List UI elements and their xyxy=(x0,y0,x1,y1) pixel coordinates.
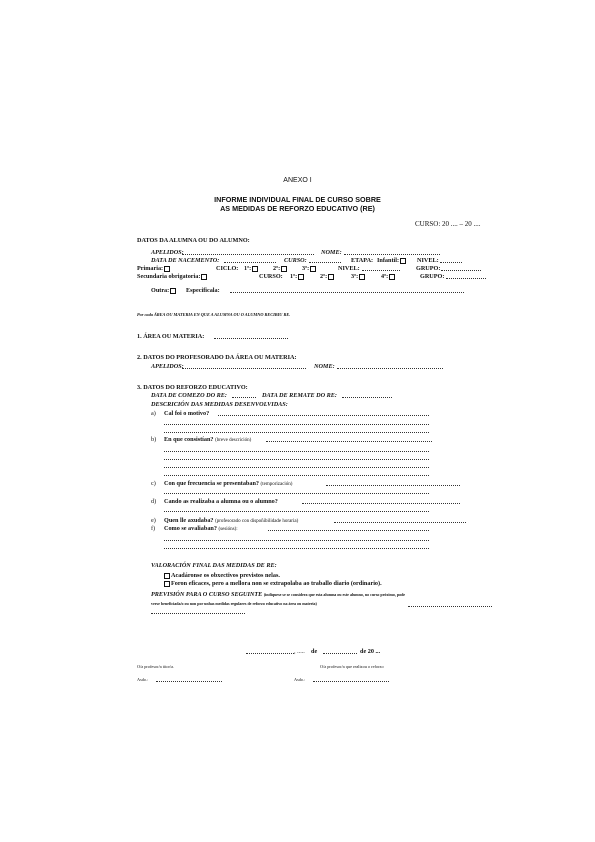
valuation-option-2-checkbox[interactable] xyxy=(164,581,170,587)
level-field[interactable] xyxy=(440,262,462,263)
surnames-field[interactable] xyxy=(182,254,314,255)
section-1-area-label: 1. ÁREA OU MATERIA: xyxy=(137,333,205,340)
secondary-group-label: GRUPO: xyxy=(420,273,445,280)
cycle-3-option[interactable] xyxy=(302,265,317,272)
specify-field[interactable] xyxy=(230,292,464,293)
start-date-field[interactable] xyxy=(232,397,256,398)
answer-b-line1[interactable] xyxy=(266,441,432,442)
date-de-1: de xyxy=(311,648,318,655)
question-d-letter: d) xyxy=(151,498,157,505)
secondary-4-label: 4º: xyxy=(381,273,389,280)
answer-c-line1[interactable] xyxy=(326,485,460,486)
secondary-3-checkbox[interactable] xyxy=(359,274,365,280)
answer-b-line3[interactable] xyxy=(164,459,429,460)
cycle-1-label: 1º: xyxy=(244,265,252,272)
teacher-name-label: NOME: xyxy=(314,363,335,370)
other-option[interactable] xyxy=(151,287,177,294)
forecast-field-1[interactable] xyxy=(408,606,492,607)
name-label: NOME: xyxy=(321,249,342,256)
question-e-hint: (profesorado con dispoñibilidade horaria) xyxy=(215,519,299,524)
answer-e-line1[interactable] xyxy=(334,522,466,523)
other-checkbox[interactable] xyxy=(170,288,176,294)
tutor-signed-label: Asdo.: xyxy=(137,677,149,682)
question-f-label xyxy=(164,525,238,532)
area-note: Por cada ÁREA OU MATERIA EN QUE A ALUMNA OU O ALUMNO RECIBIU RE. xyxy=(137,312,291,317)
area-field[interactable] xyxy=(214,338,288,339)
secondary-course-label: CURSO: xyxy=(259,273,283,280)
teacher-surnames-field[interactable] xyxy=(182,368,306,369)
surnames-label: APELIDOS: xyxy=(151,249,184,256)
question-b-text: En que consistían? xyxy=(164,436,214,443)
answer-a-line1[interactable] xyxy=(218,415,429,416)
name-field[interactable] xyxy=(344,254,440,255)
forecast-text-2: verse beneficiada/o ou non por unhas medidas regulares de reforzo educativo na área ou materia) xyxy=(151,601,317,606)
answer-d-line1[interactable] xyxy=(302,503,460,504)
secondary-1-checkbox[interactable] xyxy=(298,274,304,280)
secondary-4-checkbox[interactable] xyxy=(389,274,395,280)
forecast-line1 xyxy=(151,591,405,598)
secondary-label: Secundaria obrigatoria: xyxy=(137,273,201,280)
section-3-reinforcement-label: 3. DATOS DO REFORZO EDUCATIVO: xyxy=(137,384,248,391)
secondary-2-option[interactable] xyxy=(320,273,335,280)
teacher-surnames-label: APELIDOS: xyxy=(151,363,184,370)
secondary-1-label: 1º: xyxy=(290,273,298,280)
question-f-text: Como se avaliaban? xyxy=(164,525,217,532)
birthdate-label: DATA DE NACEMENTO: xyxy=(151,257,220,264)
answer-a-line2[interactable] xyxy=(164,424,429,425)
secondary-3-label: 3º: xyxy=(351,273,359,280)
date-de-2: de 20 ... xyxy=(360,648,381,655)
forecast-text-1: (indíquese se se considera que esta alumna ou este alumno, no curso próximo, pode xyxy=(263,592,406,597)
infant-label: Infantil: xyxy=(377,257,400,264)
valuation-option-2-label: Foron eficaces, pero a mellora non se extrapolaba ao traballo diario (ordinario). xyxy=(171,580,382,587)
question-c-letter: c) xyxy=(151,480,156,487)
cycle-label: CICLO: xyxy=(216,265,239,272)
cycle-1-option[interactable] xyxy=(244,265,259,272)
forecast-field-2[interactable] xyxy=(151,613,245,614)
answer-a-line3[interactable] xyxy=(164,432,429,433)
question-c-text: Con que frecuencia se presentaban? xyxy=(164,480,259,487)
other-label: Outra: xyxy=(151,287,170,294)
question-b-hint: (breve descrición) xyxy=(215,438,252,443)
answer-f-line2[interactable] xyxy=(164,540,429,541)
primary-level-field[interactable] xyxy=(362,270,400,271)
level-label: NIVEL: xyxy=(417,257,439,264)
birthdate-field[interactable] xyxy=(224,262,276,263)
primary-checkbox[interactable] xyxy=(164,266,170,272)
secondary-checkbox[interactable] xyxy=(201,274,207,280)
valuation-option-1[interactable] xyxy=(163,572,280,579)
cycle-2-checkbox[interactable] xyxy=(281,266,287,272)
question-b-letter: b) xyxy=(151,436,157,443)
forecast-label: PREVISIÓN PARA O CURSO SEGUINTE xyxy=(151,591,263,598)
cycle-2-option[interactable] xyxy=(273,265,288,272)
question-b-label xyxy=(164,436,251,443)
reinforcement-teacher-label: O/a profesor/a que realizou o reforzo xyxy=(320,664,384,669)
answer-b-line5[interactable] xyxy=(164,475,429,476)
question-a-label: Cal foi o motivo? xyxy=(164,410,210,417)
secondary-2-checkbox[interactable] xyxy=(328,274,334,280)
primary-option[interactable] xyxy=(137,265,171,272)
form-title-line1: INFORME INDIVIDUAL FINAL DE CURSO SOBRE xyxy=(214,195,381,204)
tutor-teacher-label: O/a profesor/a titor/a. xyxy=(137,664,175,669)
cycle-1-checkbox[interactable] xyxy=(252,266,258,272)
student-data-heading: DATOS DA ALUMNA OU DO ALUMNO: xyxy=(137,237,250,244)
course-field[interactable] xyxy=(309,262,341,263)
start-date-label: DATA DE COMEZO DO RE: xyxy=(151,392,227,399)
secondary-2-label: 2º: xyxy=(320,273,328,280)
secondary-4-option[interactable] xyxy=(381,273,396,280)
teacher-signed-label: Asdo.: xyxy=(294,677,306,682)
primary-group-label: GRUPO: xyxy=(416,265,441,272)
answer-b-line4[interactable] xyxy=(164,467,429,468)
secondary-group-field[interactable] xyxy=(446,278,486,279)
answer-f-line1[interactable] xyxy=(268,530,429,531)
question-e-label xyxy=(164,517,298,524)
secondary-option[interactable] xyxy=(137,273,208,280)
question-f-hint: (sesións): xyxy=(218,527,238,532)
secondary-1-option[interactable] xyxy=(290,273,305,280)
question-e-text: Quen lle axudaba? xyxy=(164,517,214,524)
primary-group-field[interactable] xyxy=(441,270,481,271)
valuation-option-1-label: Acadáronse os obxectivos previstos nelas. xyxy=(171,572,280,579)
teacher-signature-field[interactable] xyxy=(313,681,389,682)
tutor-signature-field[interactable] xyxy=(156,681,222,682)
date-separator: , ..... xyxy=(294,648,305,655)
end-date-field[interactable] xyxy=(342,397,392,398)
month-field[interactable] xyxy=(323,653,357,654)
answer-c-line2[interactable] xyxy=(164,493,429,494)
cycle-3-label: 3º: xyxy=(302,265,310,272)
question-f-letter: f) xyxy=(151,525,156,532)
question-e-letter: e) xyxy=(151,517,156,524)
primary-level-label: NIVEL: xyxy=(338,265,360,272)
answer-d-line2[interactable] xyxy=(164,511,429,512)
measures-description-label: DESCRICIÓN DAS MEDIDAS DESENVOLVIDAS: xyxy=(151,401,288,408)
cycle-2-label: 2º: xyxy=(273,265,281,272)
place-field[interactable] xyxy=(246,653,294,654)
question-c-label xyxy=(164,480,292,487)
valuation-option-2[interactable] xyxy=(163,580,382,587)
answer-b-line2[interactable] xyxy=(164,451,429,452)
stage-label: ETAPA: xyxy=(351,257,374,264)
primary-label: Primaria: xyxy=(137,265,164,272)
infant-option[interactable] xyxy=(377,257,407,264)
course-year: CURSO: 20 .... – 20 .... xyxy=(415,220,481,228)
final-valuation-heading: VALORACIÓN FINAL DAS MEDIDAS DE RE: xyxy=(151,562,277,569)
valuation-option-1-checkbox[interactable] xyxy=(164,573,170,579)
course-label: CURSO: xyxy=(284,257,307,264)
annex-label: ANEXO I xyxy=(283,177,312,184)
teacher-name-field[interactable] xyxy=(337,368,443,369)
section-2-teacher-label: 2. DATOS DO PROFESORADO DA ÁREA OU MATERIA: xyxy=(137,354,297,361)
form-title-line2: AS MEDIDAS DE REFORZO EDUCATIVO (RE) xyxy=(220,204,375,213)
specify-label: Especificala: xyxy=(186,287,220,294)
cycle-3-checkbox[interactable] xyxy=(310,266,316,272)
end-date-label: DATA DE REMATE DO RE: xyxy=(262,392,337,399)
infant-checkbox[interactable] xyxy=(400,258,406,264)
question-d-label: Cando as realizaba a alumna ou o alumno? xyxy=(164,498,278,505)
question-a-letter: a) xyxy=(151,410,156,417)
question-c-hint: (temporización) xyxy=(260,482,293,487)
answer-f-line3[interactable] xyxy=(164,548,429,549)
secondary-3-option[interactable] xyxy=(351,273,366,280)
